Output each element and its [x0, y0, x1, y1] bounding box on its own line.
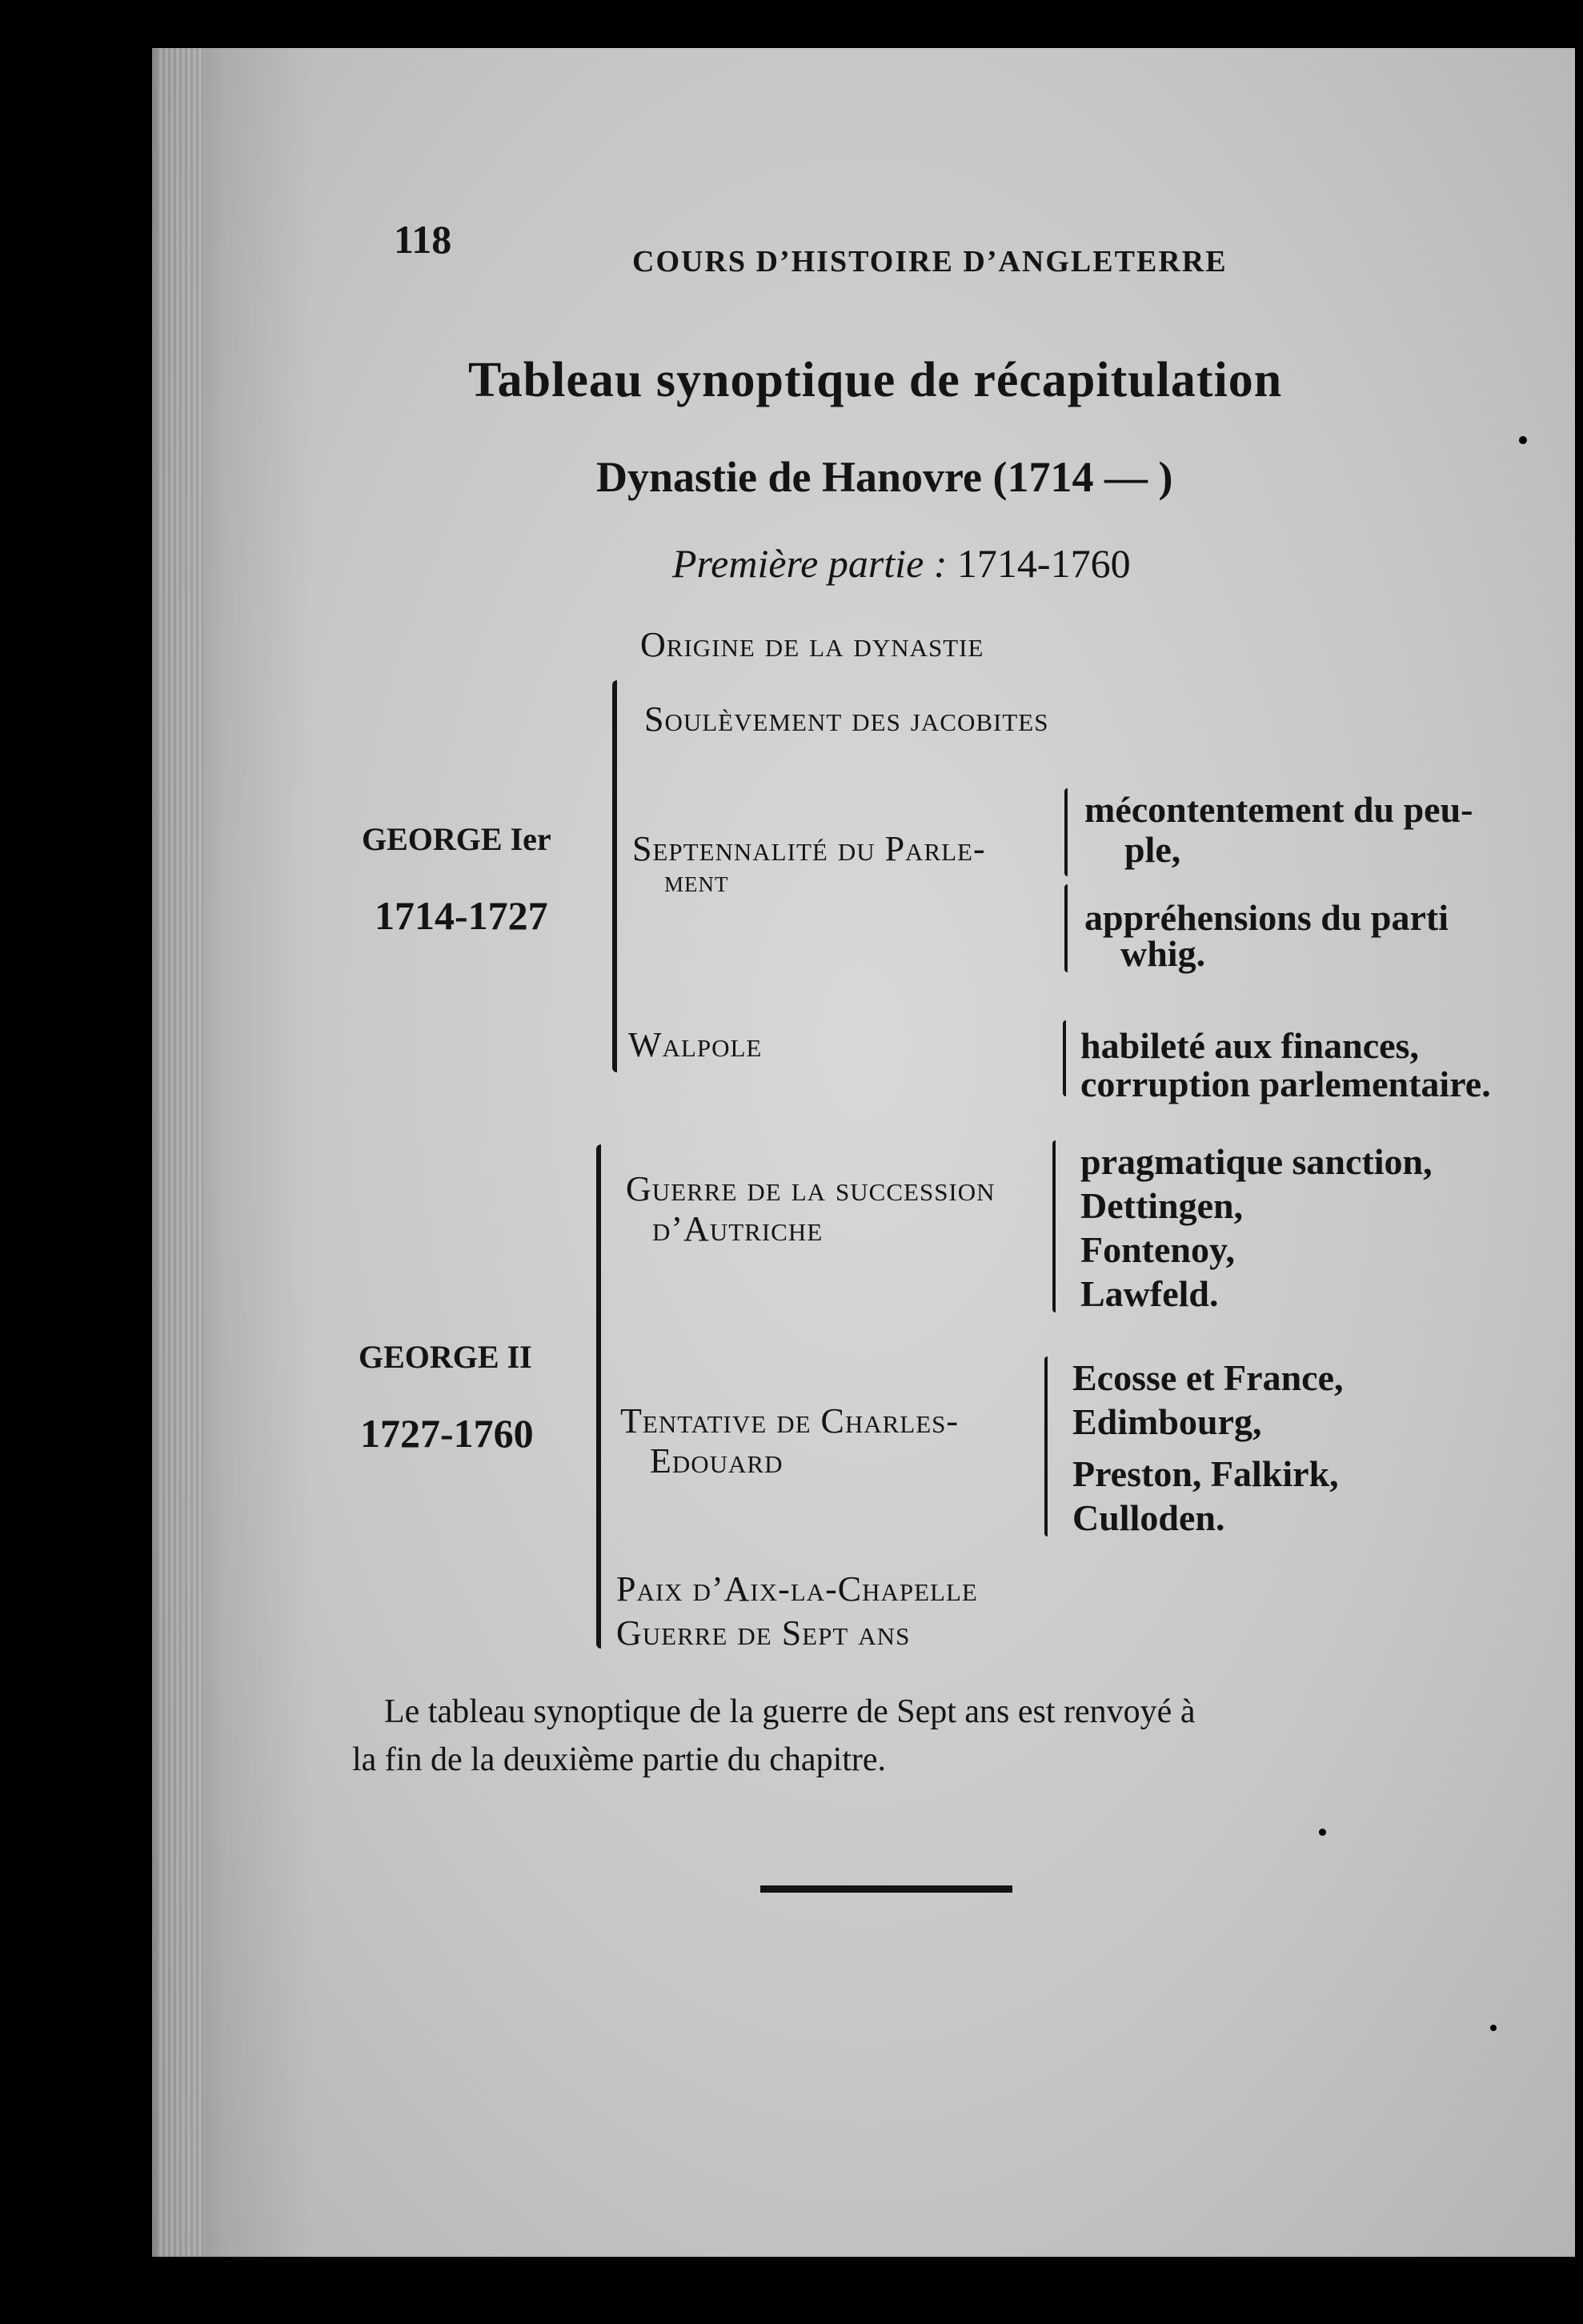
septennalite-line1: Septennalité du Parle-	[632, 829, 986, 868]
autriche-detail2: Dettingen,	[1080, 1185, 1244, 1226]
autriche-brace	[1052, 1140, 1056, 1312]
charles-brace	[1044, 1356, 1048, 1537]
george1-brace	[612, 680, 617, 1072]
dynasty-subtitle: Dynastie de Hanovre (1714 — )	[596, 453, 1173, 501]
part-label: Première partie :	[672, 541, 948, 586]
charles-detail1: Ecosse et France,	[1072, 1357, 1344, 1398]
autriche-detail3: Fontenoy,	[1080, 1229, 1235, 1270]
note-line2: la fin de la deuxième partie du chapitre.	[352, 1741, 887, 1778]
jacobites-item: Soulèvement des jacobites	[644, 699, 1049, 739]
charles-detail3: Preston, Falkirk,	[1072, 1453, 1339, 1494]
george1-name: GEORGE Ier	[362, 821, 551, 857]
septennalite-brace-2	[1064, 884, 1068, 972]
george2-name: GEORGE II	[359, 1339, 532, 1375]
george2-brace	[596, 1144, 601, 1649]
septennalite-cause2-line1: appréhensions du parti	[1084, 897, 1449, 938]
page-edge-shadow	[157, 48, 205, 2257]
sept-ans-item: Guerre de Sept ans	[616, 1613, 911, 1653]
walpole-detail2: corruption parlementaire.	[1080, 1064, 1491, 1104]
closing-rule	[760, 1885, 1012, 1893]
autriche-detail4: Lawfeld.	[1080, 1273, 1219, 1314]
scan-speck	[1519, 436, 1527, 444]
george2-years: 1727-1760	[360, 1411, 534, 1456]
page-number: 118	[394, 217, 452, 262]
septennalite-line2: ment	[664, 865, 729, 899]
walpole-detail1: habileté aux finances,	[1080, 1025, 1419, 1066]
scan-speck	[1490, 2025, 1497, 2031]
septennalite-cause1-line2: ple,	[1124, 829, 1181, 870]
autriche-detail1: pragmatique sanction,	[1080, 1141, 1433, 1182]
note-line1: Le tableau synoptique de la guerre de Sept ans est renvoyé à	[384, 1693, 1196, 1730]
charles-detail2: Edimbourg,	[1072, 1401, 1262, 1442]
charles-line1: Tentative de Charles-	[620, 1401, 960, 1440]
running-title: COURS D’HISTOIRE D’ANGLETERRE	[632, 245, 1228, 278]
page-title: Tableau synoptique de récapitulation	[468, 353, 1283, 407]
part-years: 1714-1760	[956, 541, 1131, 586]
septennalite-brace-1	[1064, 788, 1068, 876]
walpole-brace	[1063, 1020, 1066, 1096]
aix-item: Paix d’Aix-la-Chapelle	[616, 1569, 978, 1609]
origin-dynasty: Origine de la dynastie	[640, 625, 984, 664]
walpole-item: Walpole	[628, 1025, 763, 1064]
septennalite-cause2-line2: whig.	[1120, 933, 1206, 974]
scan-speck	[1319, 1829, 1326, 1836]
charles-detail4: Culloden.	[1072, 1497, 1225, 1538]
george1-years: 1714-1727	[375, 893, 548, 938]
septennalite-cause1-line1: mécontentement du peu-	[1084, 789, 1473, 830]
autriche-line2: d’Autriche	[652, 1209, 824, 1248]
charles-line2: Edouard	[650, 1441, 783, 1481]
autriche-line1: Guerre de la succession	[626, 1169, 996, 1208]
part-heading	[672, 540, 1131, 587]
